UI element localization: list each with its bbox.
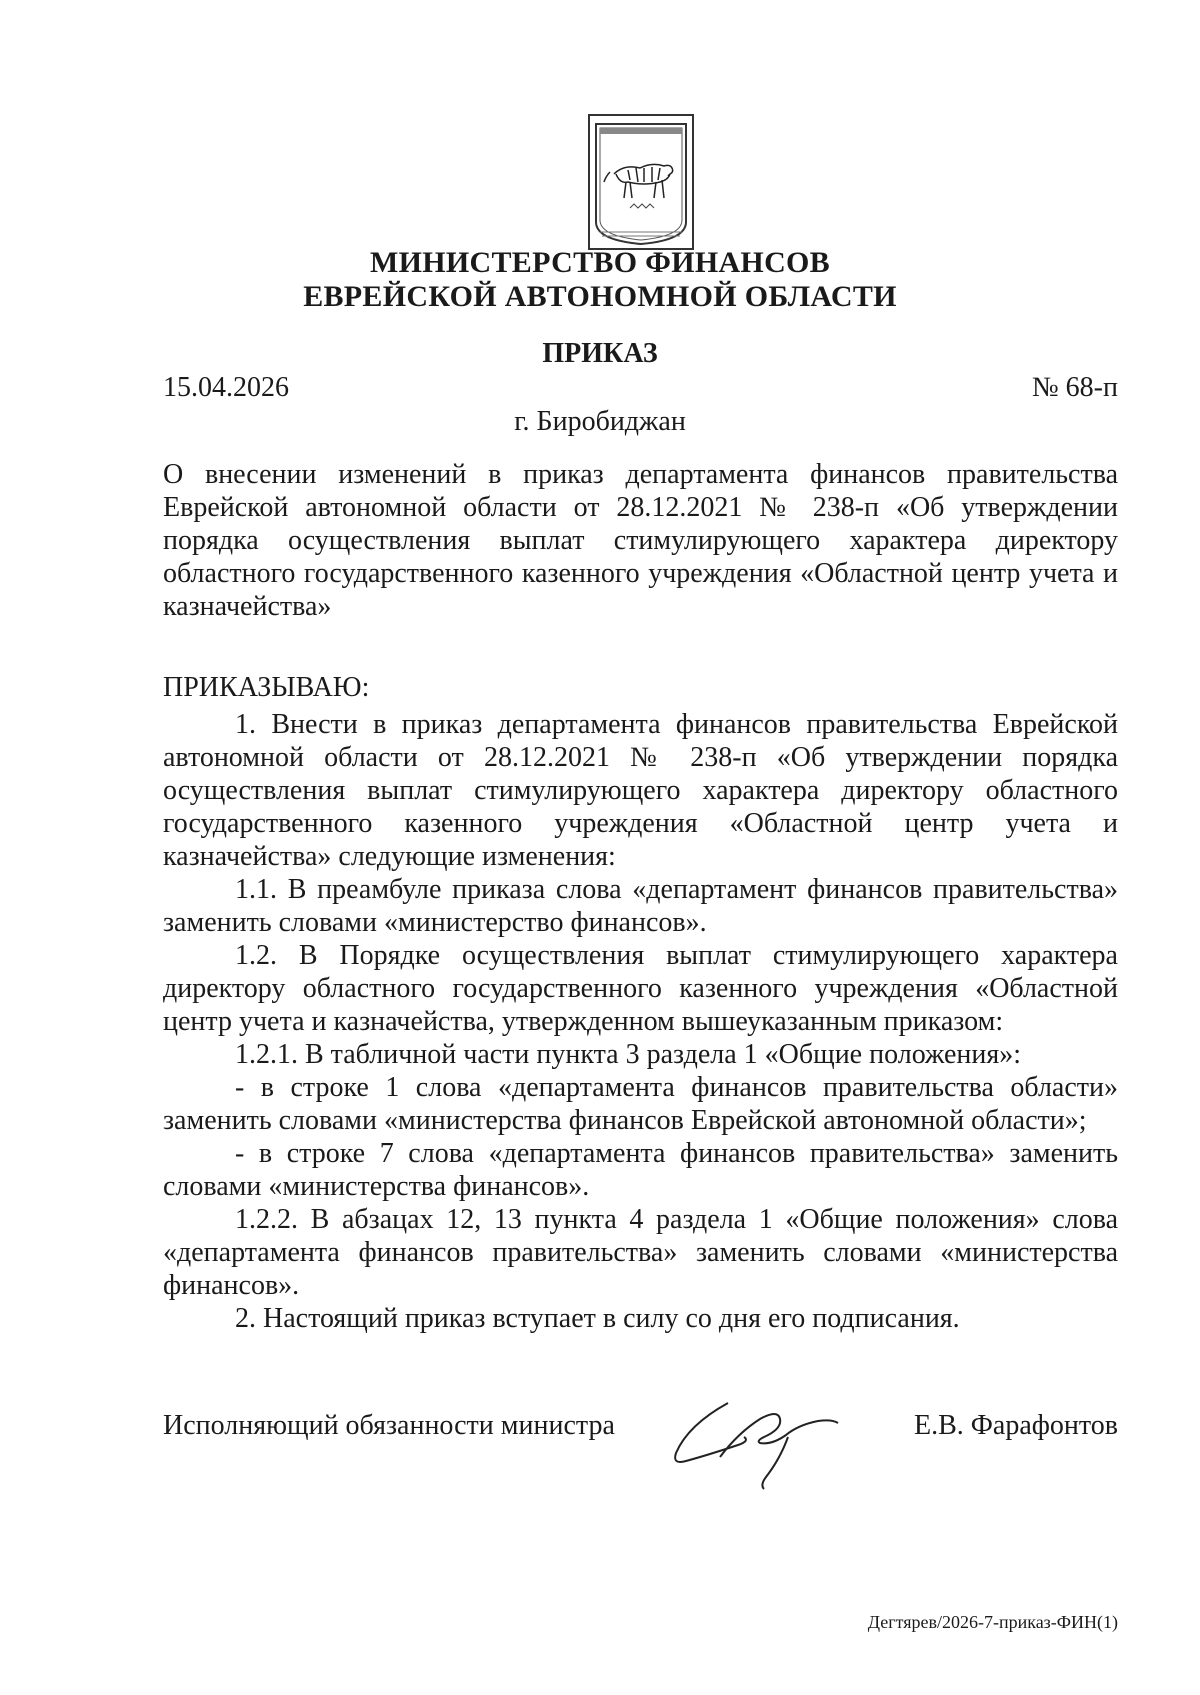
coat-of-arms-emblem [586, 112, 696, 252]
order-item-1-2-1: 1.2.1. В табличной части пункта 3 раздела 1 «Общие положения»: [235, 1039, 1022, 1070]
organization-name-line1: МИНИСТЕРСТВО ФИНАНСОВ [370, 246, 830, 279]
handwritten-signature [668, 1385, 858, 1495]
document-city: г. Биробиджан [514, 406, 686, 437]
signer-position: Исполняющий обязанности министра [163, 1410, 615, 1441]
directive-heading: ПРИКАЗЫВАЮ: [163, 672, 370, 703]
document-date: 15.04.2026 [163, 372, 289, 403]
order-item-2: 2. Настоящий приказ вступает в силу со дня его подписания. [235, 1303, 960, 1334]
tiger-figure [604, 164, 673, 198]
signer-name: Е.В. Фарафонтов [914, 1410, 1118, 1441]
document-reference: Дегтярев/2026-7-приказ-ФИН(1) [867, 1612, 1118, 1632]
order-item-1-2: 1.2. В Порядке осуществления выплат стимулирующего характера директору областного государственного казенного учреждения «Областной центр учета и казначейства, утвержденном вышеуказанным приказом: [163, 940, 1118, 1037]
order-item-row-1: - в строке 1 слова «департамента финансов правительства области» заменить словами «министерства финансов Еврейской автономной области»; [163, 1072, 1118, 1136]
order-item-1-2-2: 1.2.2. В абзацах 12, 13 пункта 4 раздела 1 «Общие положения» слова «департамента финансов правительства» заменить словами «министерства финансов». [163, 1204, 1118, 1301]
order-items [163, 708, 1118, 1335]
order-item-1: 1. Внести в приказ департамента финансов правительства Еврейской автономной области от 28.12.2021 № 238-п «Об утверждении порядка осуществления выплат стимулирующего характера директору областного государственного казенного учреждения «Областной центр учета и казначейства» следующие изменения: [163, 709, 1118, 872]
order-item-1-1: 1.1. В преамбуле приказа слова «департамент финансов правительства» заменить словами «министерство финансов». [163, 874, 1118, 938]
document-subject: О внесении изменений в приказ департамента финансов правительства Еврейской автономной области от 28.12.2021 № 238-п «Об утверждении порядка осуществления выплат стимулирующего характера директору областного государственного казенного учреждения «Областной центр учета и казначейства» [163, 459, 1118, 622]
organization-name-line2: ЕВРЕЙСКОЙ АВТОНОМНОЙ ОБЛАСТИ [303, 280, 897, 313]
document-type-title: ПРИКАЗ [542, 338, 658, 369]
order-item-row-7: - в строке 7 слова «департамента финансов правительства» заменить словами «министерства финансов». [163, 1138, 1118, 1202]
document-number: № 68-п [1031, 372, 1118, 403]
